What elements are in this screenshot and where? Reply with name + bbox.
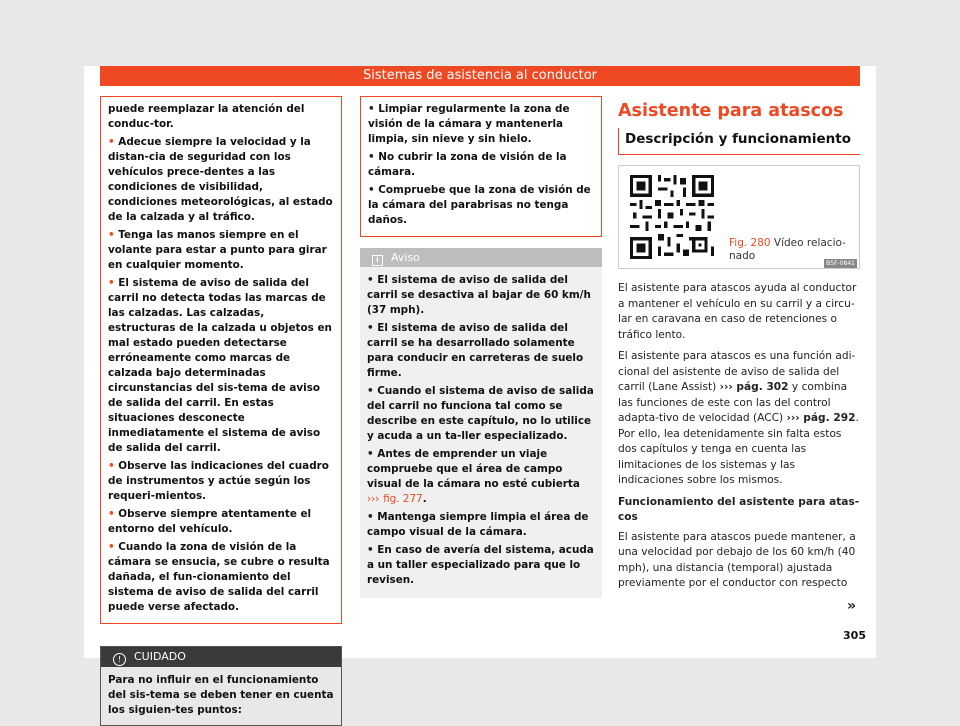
continue-marker: » bbox=[846, 598, 856, 614]
subsection-title: Descripción y funcionamiento bbox=[618, 128, 860, 155]
caution-header bbox=[101, 647, 341, 667]
paragraph: El asistente para atascos puede mantener, a una velocidad por debajo de los 60 km/h (40 mph), una distancia (temporal) ajustada previamente por el conductor con respecto bbox=[618, 530, 856, 589]
list-item: • Observe siempre atentamente el entorno del vehículo. bbox=[108, 508, 312, 535]
section-title: Asistente para atascos bbox=[618, 101, 844, 121]
list-item: • Observe las indicaciones del cuadro de instrumentos y actúe según los requeri-mientos. bbox=[108, 460, 329, 502]
column-right bbox=[618, 96, 860, 598]
warning-intro: puede reemplazar la atención del conduc-tor. bbox=[108, 103, 305, 130]
notice-box bbox=[360, 248, 602, 598]
figure-code: B5F-0841 bbox=[826, 260, 855, 267]
warning-box-continued bbox=[360, 96, 602, 237]
list-item: • Cuando la zona de visión de la cámara se ensucia, se cubre o resulta dañada, el fun-cionamiento del sistema de aviso de salida del carril puede verse afectado. bbox=[108, 541, 330, 613]
figure-ref-link[interactable]: fig. 277 bbox=[383, 493, 423, 505]
document-page bbox=[84, 66, 876, 716]
page-ref-link[interactable]: ››› pág. 292 bbox=[786, 412, 856, 424]
page-ref-link[interactable]: ››› pág. 302 bbox=[719, 381, 789, 393]
list-item: • Limpiar regularmente la zona de visión de la cámara y mantenerla limpia, sin nieve y sin hielo. bbox=[368, 103, 570, 145]
list-item: • El sistema de aviso de salida del carril no detecta todas las marcas de las calzadas. Las calzadas, estructuras de la calzada u objetos en mal estado pueden detectarse erróneamente como marcas de calzada bajo determinadas circunstancias del sis-tema de aviso de salida del carril. En estas situaciones desconecte inmediatamente el sistema de aviso de salida del carril. bbox=[108, 277, 332, 454]
exclamation-circle-icon: ! bbox=[113, 653, 126, 666]
list-item: • Compruebe que la zona de visión de la cámara del parabrisas no tenga daños. bbox=[368, 184, 591, 226]
warning-box bbox=[100, 96, 342, 624]
page-number: 305 bbox=[843, 629, 866, 642]
figure-number: Fig. 280 bbox=[729, 237, 771, 249]
notice-title: Aviso bbox=[391, 251, 420, 264]
list-item: • El sistema de aviso de salida del carril se ha desarrollado solamente para conducir en carreteras de suelo firme. bbox=[367, 322, 584, 379]
column-left bbox=[100, 96, 342, 726]
figure-ref-arrow[interactable]: ››› bbox=[367, 493, 380, 505]
list-item: • Tenga las manos siempre en el volante para estar a punto para girar en cualquier momento. bbox=[108, 229, 327, 271]
list-item: • El sistema de aviso de salida del carril se desactiva al bajar de 60 km/h (37 mph). bbox=[367, 274, 591, 316]
list-item: • Antes de emprender un viaje compruebe que el área de campo visual de la cámara no esté cubierta ››› fig. 277. bbox=[367, 448, 580, 505]
list-item: • Cuando el sistema de aviso de salida del carril no funciona tal como se describe en este capítulo, no lo utilice y acuda a un ta-ller especializado. bbox=[367, 385, 594, 442]
info-icon: i bbox=[372, 255, 383, 266]
section-header: Sistemas de asistencia al conductor bbox=[100, 66, 860, 86]
notice-header bbox=[360, 248, 602, 267]
caution-title: CUIDADO bbox=[134, 650, 186, 663]
column-middle bbox=[360, 96, 602, 598]
list-item: • Mantenga siempre limpia el área de campo visual de la cámara. bbox=[367, 511, 589, 538]
paragraph: El asistente para atascos ayuda al conductor a mantener el vehículo en su carril y a circu-lar en caravana en caso de retenciones o tráfico lento. bbox=[618, 282, 857, 341]
caution-text: Para no influir en el funcionamiento del sis-tema se deben tener en cuenta los siguien-tes puntos: bbox=[108, 674, 334, 716]
caution-box bbox=[100, 646, 342, 726]
qr-code-image[interactable] bbox=[627, 172, 717, 262]
list-item: • En caso de avería del sistema, acuda a un taller especializado para que lo revisen. bbox=[367, 544, 594, 586]
list-item: • No cubrir la zona de visión de la cámara. bbox=[368, 151, 567, 178]
figure-caption: Fig. 280 Vídeo relacio-nado bbox=[729, 237, 846, 262]
figure-box bbox=[618, 165, 860, 269]
subheading: Funcionamiento del asistente para atas-cos bbox=[618, 495, 860, 523]
paragraph: El asistente para atascos es una función adi-cional del asistente de aviso de salida del carril (Lane Assist) ››› pág. 302 y combina las funciones de este con las del control adapta-tivo de velocidad (ACC) ››› pág. 292. Por ello, lea detenidamente sin falta estos dos capítulos y tenga en cuenta las limitaciones de los sistemas y las indicaciones sobre los mismos. bbox=[618, 350, 859, 486]
list-item: • Adecue siempre la velocidad y la distan-cia de seguridad con los vehículos prece-dentes a las condiciones de visibilidad, condiciones meteorológicas, al estado de la calzada y al tráfico. bbox=[108, 136, 333, 223]
